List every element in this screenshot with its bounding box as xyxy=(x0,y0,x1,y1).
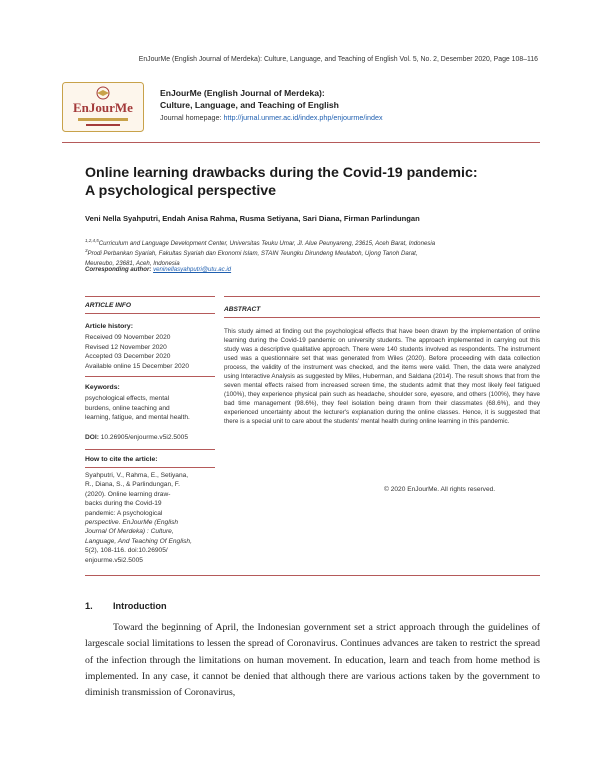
citation-line: (2020). Online learning draw- xyxy=(85,490,171,498)
citation-line: Journal Of Merdeka) : Culture, xyxy=(85,528,174,536)
cite-rule xyxy=(85,467,215,468)
history-accepted: Accepted 03 December 2020 xyxy=(85,353,171,361)
citation-line: Language, And Teaching Of English, xyxy=(85,537,192,545)
journal-name-line1: EnJourMe (English Journal of Merdeka): xyxy=(160,88,325,98)
keywords-label: Keywords: xyxy=(85,384,120,391)
section-number: 1. xyxy=(85,601,93,611)
doi-label: DOI: xyxy=(85,434,99,441)
title-line2: A psychological perspective xyxy=(85,183,277,199)
title-line1: Online learning drawbacks during the Covid-19 pandemic: xyxy=(85,165,478,181)
article-info-rule xyxy=(85,313,215,314)
citation-line: pandemic: A psychological xyxy=(85,509,163,517)
affiliation-1-text: Curriculum and Language Development Center, Universitas Teuku Umar, Jl. Alue Peunyareng, 23615, Aceh Barat, Indonesia xyxy=(98,240,436,248)
citation-line: R., Diana, S., & Parlindungan, F. xyxy=(85,481,180,489)
homepage-link[interactable]: http://jurnal.unmer.ac.id/index.php/enjourme/index xyxy=(223,113,383,122)
doi xyxy=(85,433,215,443)
history-list xyxy=(85,333,215,371)
logo-bar xyxy=(78,118,128,121)
header-divider xyxy=(62,142,540,143)
section-title: Introduction xyxy=(113,601,167,611)
citation xyxy=(85,471,215,565)
doi-rule xyxy=(85,449,215,450)
copyright-notice: © 2020 EnJourMe. All rights reserved. xyxy=(384,486,496,493)
citation-line: perspective. EnJourMe (English xyxy=(85,519,179,527)
logo-bar-2 xyxy=(86,124,120,126)
history-revised: Revised 12 November 2020 xyxy=(85,343,167,351)
affiliation-2 xyxy=(85,246,540,268)
homepage-label: Journal homepage: xyxy=(160,113,222,122)
journal-name-line2: Culture, Language, and Teaching of English xyxy=(160,100,339,110)
keywords-list xyxy=(85,394,215,423)
keywords-line: learning, fatigue, and mental health. xyxy=(85,414,190,422)
affiliation-2-line1: Prodi Perbankan Syariah, Fakultas Syariah dan Ekonomi Islam, STAIN Teungku Dirundeng Meulaboh, Ujong Tanoh Darat, xyxy=(87,250,418,258)
affiliation-1-marks: 1,2,4,5 xyxy=(85,238,99,243)
keywords-line: burdens, online teaching and xyxy=(85,404,170,412)
journal-homepage xyxy=(160,112,540,124)
history-received: Received 09 November 2020 xyxy=(85,334,171,341)
article-info-top-rule xyxy=(85,296,215,297)
corresponding-label: Corresponding author: xyxy=(85,266,152,273)
abstract-text: This study aimed at finding out the psychological effects that have been drawn by the implementation of online learning during the Covid-19 pandemic on university students. The approach implemented in carrying out this study was a descriptive qualitative approach. There were 140 students involved as respondents. The instrument used was a questionnaire set that was generated from Wiles (2020). Before proceeding with data collection process, the validity of the instrument was checked, and the items were valid. Then, the data were analyzed using Interactive Analysis as suggested by Miles, Huberman, and Saldana (2014). The result shows that from the seven mental effects raised from increased screen time, the students admit that they most likely feel fatigued (100%), they experience physical pain such as headache, shoulder sore, eyesore, and others (100%), they have bad time management (98.6%), they feel isolation being drawn from their classmates (68.6%), and they experienced uncertainty about the lecturer's explanation during the online classes. Hence, it is suggested that there is a special unit to care about the students' mental health during online learning in this pandemic. xyxy=(224,328,540,425)
affiliation-2-mark: 3 xyxy=(85,248,88,253)
running-header: EnJourMe (English Journal of Merdeka): Culture, Language, and Teaching of English Vol. 5, No. 2, Desember 2020, Page 108–116 xyxy=(138,56,538,63)
section-heading-introduction xyxy=(85,601,167,611)
introduction-paragraph: Toward the beginning of April, the Indonesian government set a strict approach through the guidelines of largescale social limitations to lessen the spread of Coronavirus. Continues advances are taken to restrict the spread of the infection through the limitations on human movement. In education, learn and teach from home method is implemented. In any case, it cannot be denied that although there are various actions taken by the government to diminish transmission of Coronavirus, xyxy=(85,622,540,699)
citation-line: backs during the Covid-19 xyxy=(85,500,162,508)
article-title xyxy=(85,164,535,200)
journal-info xyxy=(160,87,540,124)
author-list: Veni Nella Syahputri, Endah Anisa Rahma, Rusma Setiyana, Sari Diana, Firman Parlindungan xyxy=(85,214,420,223)
logo-wordmark: EnJourMe xyxy=(73,100,133,115)
article-info-heading: ARTICLE INFO xyxy=(85,302,132,309)
doi-value[interactable]: 10.26905/enjourme.v5i2.5005 xyxy=(100,434,189,441)
abstract-rule xyxy=(224,317,540,318)
citation-line: 5(2), 108-116. doi:10.26905/ xyxy=(85,547,168,555)
corresponding-email-link[interactable]: veninellasyahputri@utu.ac.id xyxy=(153,266,232,273)
keywords-line: psychological effects, mental xyxy=(85,395,170,402)
history-label: Article history: xyxy=(85,323,133,330)
journal-logo xyxy=(62,82,144,132)
corresponding-author xyxy=(85,266,231,273)
abstract-top-rule xyxy=(224,296,540,297)
history-rule xyxy=(85,376,215,377)
citation-line: enjourme.v5i2.5005 xyxy=(85,556,143,564)
abstract-heading: ABSTRACT xyxy=(224,306,261,313)
cite-label: How to cite the article: xyxy=(85,456,158,463)
history-online: Available online 15 December 2020 xyxy=(85,362,189,370)
affiliation-2-line2: Meureubo, 23681, Aceh, Indonesia xyxy=(85,259,180,267)
front-matter-bottom-rule xyxy=(85,575,540,576)
citation-line: Syahputri, V., Rahma, E., Setiyana, xyxy=(85,472,189,479)
